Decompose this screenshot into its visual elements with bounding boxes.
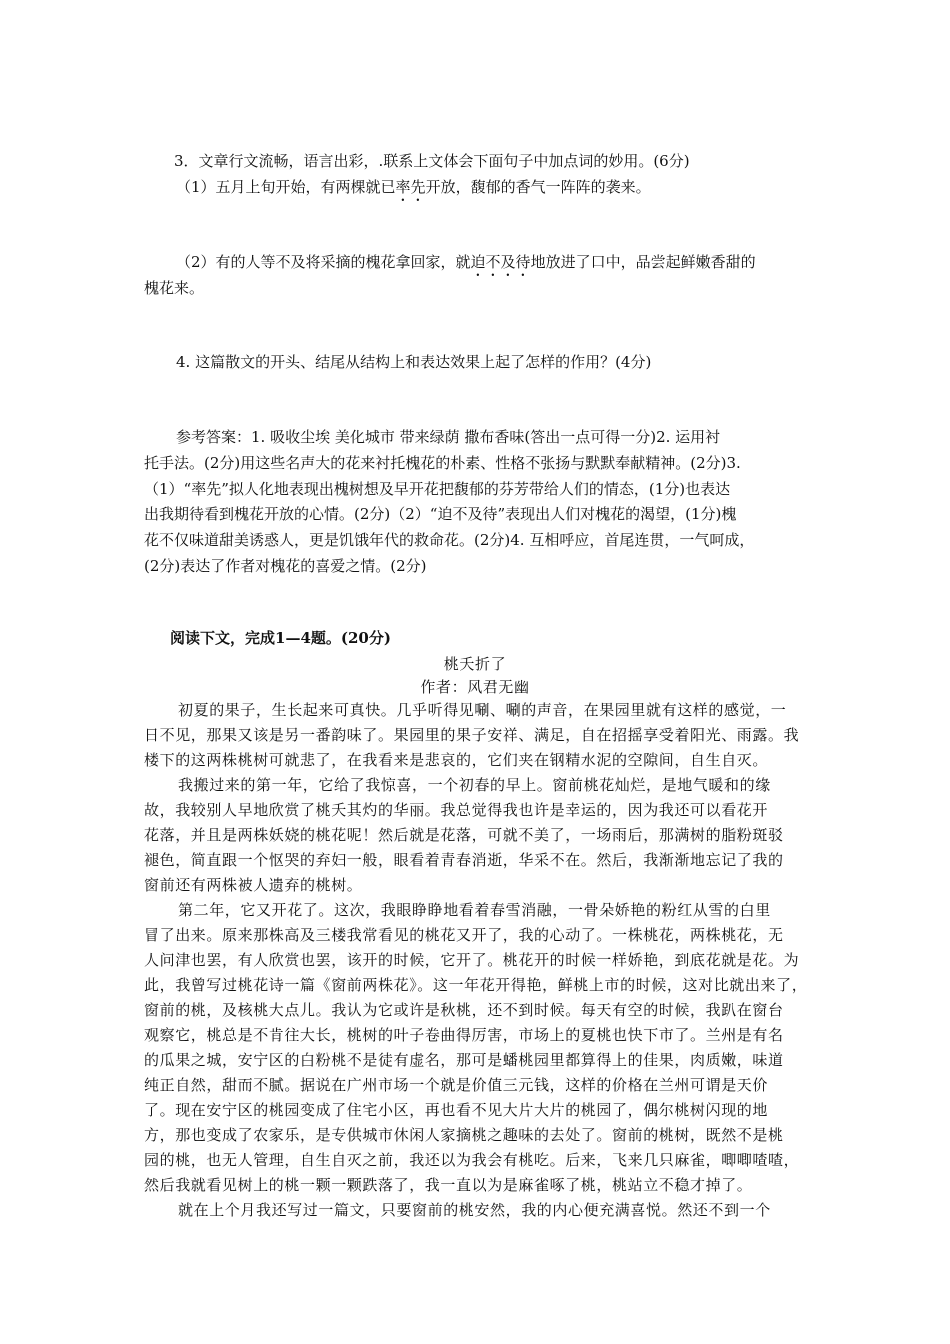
passage-line: 故，我较别人早地欣赏了桃夭其灼的华丽。我总觉得我也许是幸运的，因为我还可以看花开	[144, 801, 769, 819]
passage-line: 了。现在安宁区的桃园变成了住宅小区，再也看不见大片大片的桃园了，偶尔桃树闪现的地	[144, 1101, 769, 1119]
question-3-sentence-1	[176, 177, 651, 205]
passage-line: 窗前的桃，及核桃大点儿。我认为它或许是秋桃，还不到时候。每天有空的时候，我趴在窗台	[144, 1001, 784, 1019]
passage-line: 的瓜果之城，安宁区的白粉桃不是徒有虚名，那可是蟠桃园里都算得上的佳果，肉质嫩，味道	[144, 1051, 784, 1069]
answer-line: 花不仅味道甜美诱惑人，更是饥饿年代的救命花。(2分)4. 互相呼应，首尾连贯，一气呵成，	[144, 531, 755, 549]
sentence-2-dotted-word: 迫不及待	[470, 253, 531, 271]
passage-line: 第二年，它又开花了。这次，我眼睁睁地看着春雪消融，一骨朵娇艳的粉红从雪的白里	[178, 901, 771, 919]
answer-line: 出我期待看到槐花开放的心情。(2分)（2）“迫不及待”表现出人们对槐花的渴望，(1分)槐	[144, 505, 737, 523]
passage-line: 纯正自然，甜而不腻。据说在广州市场一个就是价值三元钱，这样的价格在兰州可谓是天价	[144, 1076, 769, 1094]
answer-line: 托手法。(2分)用这些名声大的花来衬托槐花的朴素、性格不张扬与默默奉献精神。(2分)3.	[144, 454, 741, 472]
passage-line: 方，那也变成了农家乐，是专供城市休闲人家摘桃之趣味的去处了。窗前的桃树，既然不是桃	[144, 1126, 784, 1144]
passage-line: 花落，并且是两株妖娆的桃花呢！然后就是花落，可就不美了，一场雨后，那满树的脂粉斑驳	[144, 826, 784, 844]
question-3-sentence-2	[176, 252, 756, 280]
answer-line: （1）“率先”拟人化地表现出槐树想及早开花把馥郁的芬芳带给人们的情态，(1分)也表达	[144, 480, 731, 498]
passage-line: 人问津也罢，有人欣赏也罢，该开的时候，它开了。桃花开的时候一样娇艳，到底花就是花。为	[144, 951, 800, 969]
reading-instruction: 阅读下文，完成1—4题。(20分)	[170, 629, 391, 647]
sentence-2-after: 地放进了口中，品尝起鲜嫩香甜的	[530, 253, 756, 271]
passage-line: 就在上个月我还写过一篇文，只要窗前的桃安然，我的内心便充满喜悦。然还不到一个	[178, 1201, 771, 1219]
sentence-1-after: 开放，馥郁的香气一阵阵的袭来。	[425, 178, 651, 196]
sentence-1-before: （1）五月上旬开始，有两棵就已	[176, 178, 396, 196]
passage-line: 初夏的果子，生长起来可真快。几乎听得见唰、唰的声音，在果园里就有这样的感觉，一	[178, 701, 787, 719]
sentence-1-dotted-word: 率先	[395, 178, 426, 196]
answer-line: 参考答案：1. 吸收尘埃 美化城市 带来绿荫 撒布香味(答出一点可得一分)2. 运用衬	[176, 428, 721, 446]
passage-line: 我搬过来的第一年，它给了我惊喜，一个初春的早上。窗前桃花灿烂，是地气暖和的缘	[178, 776, 771, 794]
question-3-sentence-2-cont: 槐花来。	[144, 279, 205, 297]
passage-line: 然后我就看见树上的桃一颗一颗跌落了，我一直以为是麻雀啄了桃，桃站立不稳才掉了。	[144, 1176, 753, 1194]
passage-line: 冒了出来。原来那株高及三楼我常看见的桃花又开了，我的心动了。一株桃花，两株桃花，无	[144, 926, 784, 944]
passage-line: 楼下的这两株桃树可就悲了，在我看来是悲哀的，它们夹在钢精水泥的空隙间，自生自灭。	[144, 751, 769, 769]
answer-line: (2分)表达了作者对槐花的喜爱之情。(2分)	[144, 557, 427, 575]
passage-line: 窗前还有两株被人遗弃的桃树。	[144, 876, 363, 894]
question-4-title: 4. 这篇散文的开头、结尾从结构上和表达效果上起了怎样的作用？(4分)	[176, 353, 652, 371]
passage-line: 日不见，那果又该是另一番韵味了。果园里的果子安祥、满足，自在招摇享受着阳光、雨露。我	[144, 726, 800, 744]
passage-line: 园的桃，也无人管理，自生自灭之前，我还以为我会有桃吃。后来，飞来几只麻雀，唧唧喳喳，	[144, 1151, 800, 1169]
passage-author: 作者：风君无幽	[420, 678, 530, 696]
question-3-title: 3．文章行文流畅，语言出彩，.联系上文体会下面句子中加点词的妙用。(6分)	[174, 152, 690, 170]
sentence-2-before: （2）有的人等不及将采摘的槐花拿回家，就	[176, 253, 471, 271]
passage-line: 观察它，桃总是不肯往大长，桃树的叶子卷曲得厉害，市场上的夏桃也快下市了。兰州是有名	[144, 1026, 784, 1044]
passage-line: 褪色，简直跟一个怄哭的弃妇一般，眼看着青春消逝，华采不在。然后，我渐渐地忘记了我的	[144, 851, 784, 869]
passage-line: 此，我曾写过桃花诗一篇《窗前两株花》。这一年花开得艳，鲜桃上市的时候，这对比就出来了，	[144, 976, 808, 994]
passage-title: 桃夭折了	[443, 655, 507, 673]
